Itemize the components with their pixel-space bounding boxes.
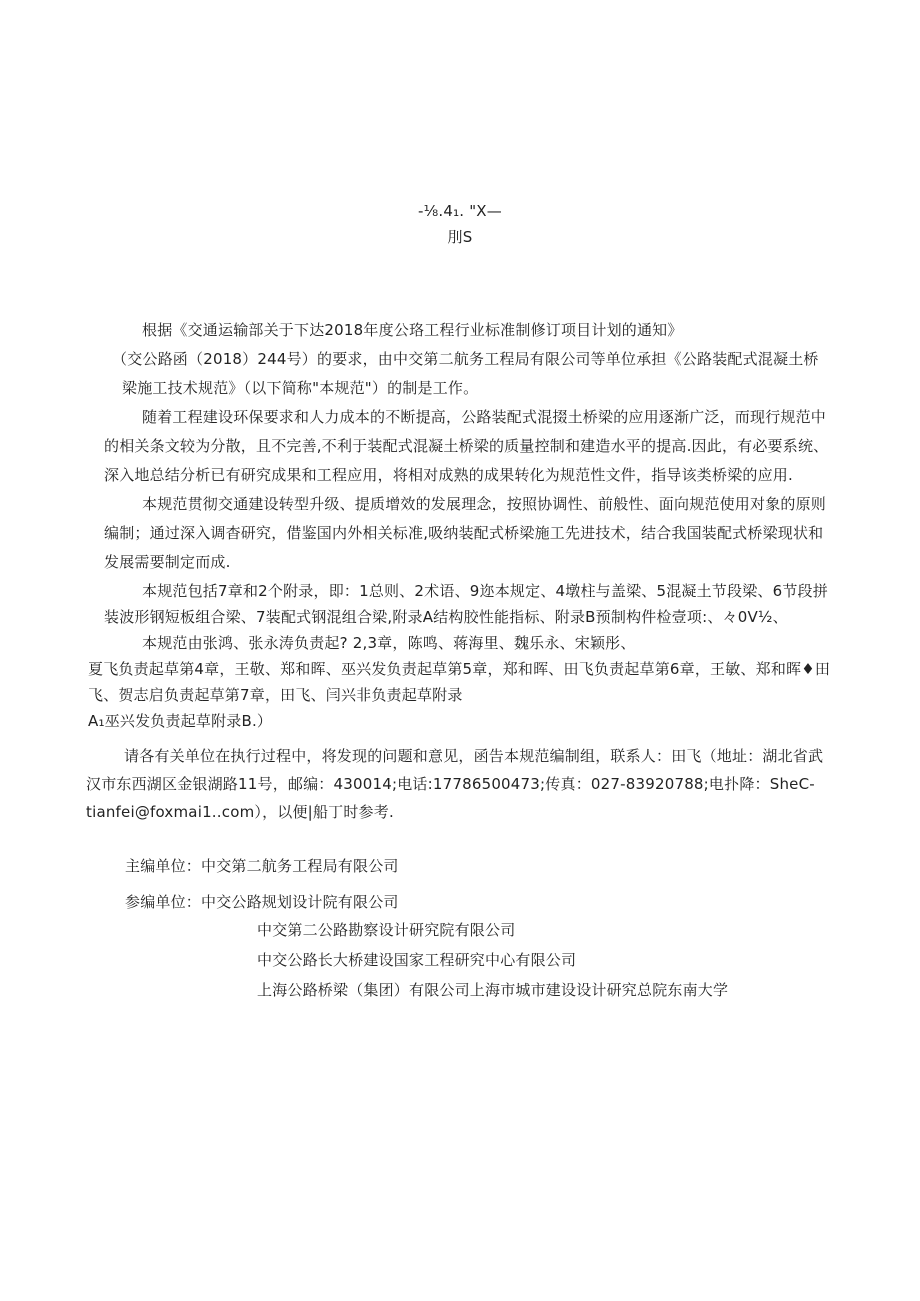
participating-unit: 参编单位：中交公路规划设计院有限公司	[125, 893, 399, 911]
paragraph-line: 编制；通过深入调杳研究，借鉴国内外相关标准,吸纳装配式桥梁施工先进技术，结合我国装配式桥梁现状和	[104, 524, 824, 542]
paragraph-line: 发展需要制定而成.	[104, 553, 231, 571]
header-garbled-line: -⅛.4₁. "X—	[418, 202, 502, 220]
paragraph-line: （交公路函（2018）244号）的要求，由中交第二航务工程局有限公司等单位承担《公路装配式混凝土桥	[112, 350, 819, 368]
paragraph-line: 汉市东西湖区金银湖路11号，邮编：430014;电话:17786500473;传真：027-83920788;电扑降：SheC-	[86, 775, 815, 793]
paragraph-line: 本规范由张鸿、张永涛负责起? 2,3章，陈鸣、蒋海里、魏乐永、宋颖彤、	[142, 634, 636, 652]
paragraph-line: 的相关条文较为分散，且不完善,不利于装配式混凝土桥梁的质量控制和建造水平的提高.因此，有必要系统、	[104, 437, 829, 455]
paragraph-line: tianfei@foxmai1..com），以便|船丁时参考.	[86, 803, 394, 821]
paragraph-line: 请各有关单位在执行过程中，将发现的问题和意见，函告本规范编制组，联系人：田飞（地址：湖北省武	[124, 747, 824, 765]
paragraph-line: 深入地总结分析已有研究成果和工程应用，将相对成熟的成果转化为规范性文件，指导该类桥梁的应用.	[104, 466, 793, 484]
paragraph-line: 装波形钢短板组合梁、7装配式钢混组合梁,附录A结构胶性能指标、附录B预制构件检壹项:、々0V½、	[104, 608, 788, 626]
paragraph-line: 梁施工技术规范》（以下简称"本规范"）的制是工作。	[122, 379, 479, 397]
paragraph-line: 根据《交通运输部关于下达2018年度公珞工程行业标准制修订项目计划的通知》	[142, 321, 683, 339]
participating-unit-item: 中交公路长大桥建设国家工程研究中心有限公司	[257, 951, 577, 969]
paragraph-line: 飞、贺志启负责起草第7章，田飞、闫兴非负责起草附录	[88, 686, 463, 704]
paragraph-line: 本规范包括7章和2个附录，即：1总则、2术语、9迩本规定、4墩柱与盖梁、5混凝土节段梁、6节段拼	[142, 582, 828, 600]
participating-unit-item: 上海公路桥梁（集团）有限公司上海市城市建设设计研究总院东南大学	[257, 981, 729, 999]
paragraph-line: A₁巫兴发负责起草附录B.）	[88, 712, 273, 730]
page-title: 刖S	[447, 228, 473, 246]
paragraph-line: 夏飞负责起草第4章，王敬、郑和晖、巫兴发负责起草第5章，郑和晖、田飞负责起草第6章，王敏、郑和晖♦田	[88, 660, 831, 678]
paragraph-line: 随着工程建设环保要求和人力成本的不断提高，公路装配式混掇土桥梁的应用逐渐广泛，而现行规范中	[142, 408, 827, 426]
participating-unit-item: 中交第二公路勘察设计研究院有限公司	[257, 921, 516, 939]
chief-editor-unit: 主编单位：中交第二航务工程局有限公司	[125, 857, 399, 875]
paragraph-line: 本规范贯彻交通建设转型升级、提质增效的发展理念，按照协调性、前般性、面向规范使用对象的原则	[142, 495, 827, 513]
